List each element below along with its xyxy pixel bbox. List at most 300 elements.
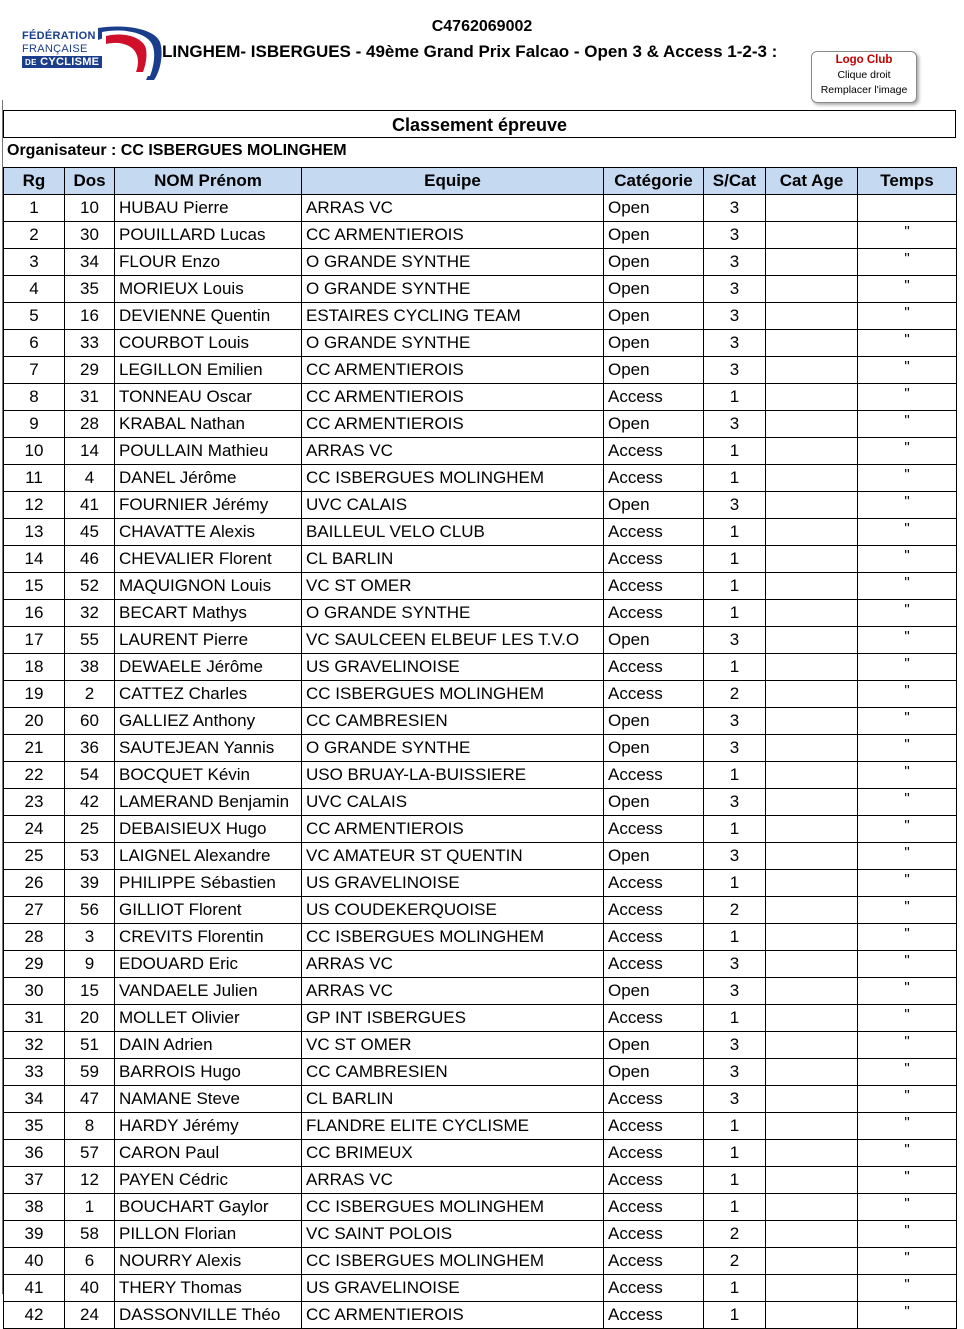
cell-equipe: VC SAINT POLOIS bbox=[302, 1221, 604, 1248]
table-row bbox=[4, 654, 957, 681]
cell-nom: MOLLET Olivier bbox=[115, 1005, 302, 1032]
cell-cat-age bbox=[766, 681, 858, 708]
cell-dos: 47 bbox=[65, 1086, 115, 1113]
table-row bbox=[4, 789, 957, 816]
cell-rg: 37 bbox=[4, 1167, 65, 1194]
cell-rg: 11 bbox=[4, 465, 65, 492]
cell-scat: 3 bbox=[704, 843, 766, 870]
table-row bbox=[4, 708, 957, 735]
cell-cat-age bbox=[766, 1005, 858, 1032]
cell-nom: PILLON Florian bbox=[115, 1221, 302, 1248]
cell-scat: 1 bbox=[704, 924, 766, 951]
cell-temps: " bbox=[858, 978, 957, 1005]
cell-cat-age bbox=[766, 1221, 858, 1248]
cell-scat: 1 bbox=[704, 870, 766, 897]
cell-temps: " bbox=[858, 600, 957, 627]
cell-dos: 20 bbox=[65, 1005, 115, 1032]
cell-equipe: CC ISBERGUES MOLINGHEM bbox=[302, 681, 604, 708]
cell-temps: " bbox=[858, 546, 957, 573]
ffc-logo-line-1: FÉDÉRATION bbox=[22, 30, 96, 42]
cell-temps: " bbox=[858, 897, 957, 924]
col-header-equipe: Equipe bbox=[302, 168, 604, 195]
cell-nom: LAURENT Pierre bbox=[115, 627, 302, 654]
cell-nom: LAMERAND Benjamin bbox=[115, 789, 302, 816]
cell-nom: SAUTEJEAN Yannis bbox=[115, 735, 302, 762]
cell-temps: " bbox=[858, 1275, 957, 1302]
cell-rg: 34 bbox=[4, 1086, 65, 1113]
cell-scat: 1 bbox=[704, 1302, 766, 1329]
cell-scat: 3 bbox=[704, 492, 766, 519]
cell-equipe: CC ISBERGUES MOLINGHEM bbox=[302, 1194, 604, 1221]
cell-rg: 23 bbox=[4, 789, 65, 816]
cell-equipe: US GRAVELINOISE bbox=[302, 870, 604, 897]
table-row bbox=[4, 1140, 957, 1167]
table-row bbox=[4, 1248, 957, 1275]
cell-cat-age bbox=[766, 816, 858, 843]
cell-scat: 1 bbox=[704, 600, 766, 627]
cell-categorie: Open bbox=[604, 303, 704, 330]
cell-nom: CARON Paul bbox=[115, 1140, 302, 1167]
cell-temps: " bbox=[858, 627, 957, 654]
cell-dos: 40 bbox=[65, 1275, 115, 1302]
cell-rg: 27 bbox=[4, 897, 65, 924]
cell-rg: 38 bbox=[4, 1194, 65, 1221]
cell-temps: " bbox=[858, 1005, 957, 1032]
cell-temps: " bbox=[858, 465, 957, 492]
table-row bbox=[4, 573, 957, 600]
cell-cat-age bbox=[766, 249, 858, 276]
cell-equipe: CC ISBERGUES MOLINGHEM bbox=[302, 1248, 604, 1275]
cell-nom: CATTEZ Charles bbox=[115, 681, 302, 708]
cell-cat-age bbox=[766, 924, 858, 951]
cell-temps: " bbox=[858, 411, 957, 438]
cell-equipe: CC ARMENTIEROIS bbox=[302, 357, 604, 384]
cell-rg: 17 bbox=[4, 627, 65, 654]
ffc-logo-line-3 bbox=[22, 56, 102, 68]
cell-nom: BOCQUET Kévin bbox=[115, 762, 302, 789]
cell-rg: 32 bbox=[4, 1032, 65, 1059]
cell-categorie: Access bbox=[604, 1221, 704, 1248]
cell-categorie: Open bbox=[604, 789, 704, 816]
cell-rg: 2 bbox=[4, 222, 65, 249]
organiser: Organisateur : CC ISBERGUES MOLINGHEM bbox=[7, 142, 347, 159]
cell-rg: 9 bbox=[4, 411, 65, 438]
table-row bbox=[4, 978, 957, 1005]
cell-nom: PHILIPPE Sébastien bbox=[115, 870, 302, 897]
cell-cat-age bbox=[766, 1113, 858, 1140]
cell-scat: 1 bbox=[704, 816, 766, 843]
cell-categorie: Open bbox=[604, 249, 704, 276]
cell-dos: 52 bbox=[65, 573, 115, 600]
cell-equipe: US GRAVELINOISE bbox=[302, 654, 604, 681]
cell-temps: " bbox=[858, 735, 957, 762]
cell-scat: 1 bbox=[704, 573, 766, 600]
cell-categorie: Access bbox=[604, 1140, 704, 1167]
cell-scat: 3 bbox=[704, 627, 766, 654]
cell-dos: 30 bbox=[65, 222, 115, 249]
table-row bbox=[4, 600, 957, 627]
cell-rg: 42 bbox=[4, 1302, 65, 1329]
cell-categorie: Access bbox=[604, 1167, 704, 1194]
race-code: C4762069002 bbox=[431, 18, 533, 35]
cell-equipe: UVC CALAIS bbox=[302, 789, 604, 816]
ffc-logo-word: CYCLISME bbox=[40, 56, 100, 68]
race-title: LINGHEM- ISBERGUES - 49ème Grand Prix Falcao - Open 3 & Access 1-2-3 : bbox=[162, 42, 778, 61]
cell-dos: 14 bbox=[65, 438, 115, 465]
cell-dos: 45 bbox=[65, 519, 115, 546]
cell-nom: TONNEAU Oscar bbox=[115, 384, 302, 411]
cell-dos: 6 bbox=[65, 1248, 115, 1275]
cell-dos: 41 bbox=[65, 492, 115, 519]
col-header-cat-age: Cat Age bbox=[766, 168, 858, 195]
cell-cat-age bbox=[766, 789, 858, 816]
cell-dos: 24 bbox=[65, 1302, 115, 1329]
cell-scat: 3 bbox=[704, 222, 766, 249]
cell-dos: 46 bbox=[65, 546, 115, 573]
cell-temps: " bbox=[858, 816, 957, 843]
table-row bbox=[4, 924, 957, 951]
cell-rg: 12 bbox=[4, 492, 65, 519]
cell-rg: 21 bbox=[4, 735, 65, 762]
cell-equipe: CL BARLIN bbox=[302, 546, 604, 573]
cell-scat: 2 bbox=[704, 1221, 766, 1248]
cell-scat: 3 bbox=[704, 951, 766, 978]
cell-rg: 6 bbox=[4, 330, 65, 357]
table-row bbox=[4, 519, 957, 546]
cell-cat-age bbox=[766, 951, 858, 978]
cell-categorie: Access bbox=[604, 600, 704, 627]
cell-dos: 42 bbox=[65, 789, 115, 816]
cell-temps: " bbox=[858, 681, 957, 708]
cell-rg: 24 bbox=[4, 816, 65, 843]
cell-nom: VANDAELE Julien bbox=[115, 978, 302, 1005]
table-row bbox=[4, 951, 957, 978]
cell-nom: EDOUARD Eric bbox=[115, 951, 302, 978]
col-header-rg: Rg bbox=[4, 168, 65, 195]
cell-dos: 8 bbox=[65, 1113, 115, 1140]
cell-categorie: Open bbox=[604, 357, 704, 384]
cell-rg: 8 bbox=[4, 384, 65, 411]
cell-equipe: O GRANDE SYNTHE bbox=[302, 249, 604, 276]
cell-categorie: Access bbox=[604, 654, 704, 681]
cell-nom: CHEVALIER Florent bbox=[115, 546, 302, 573]
cell-cat-age bbox=[766, 492, 858, 519]
table-row bbox=[4, 762, 957, 789]
table-row bbox=[4, 1194, 957, 1221]
cell-temps: " bbox=[858, 1059, 957, 1086]
cell-cat-age bbox=[766, 1059, 858, 1086]
cell-scat: 3 bbox=[704, 303, 766, 330]
cell-rg: 25 bbox=[4, 843, 65, 870]
cell-rg: 26 bbox=[4, 870, 65, 897]
cell-rg: 16 bbox=[4, 600, 65, 627]
cell-equipe: CC BRIMEUX bbox=[302, 1140, 604, 1167]
cell-equipe: ARRAS VC bbox=[302, 978, 604, 1005]
cell-scat: 3 bbox=[704, 978, 766, 1005]
cell-equipe: ESTAIRES CYCLING TEAM bbox=[302, 303, 604, 330]
cell-dos: 51 bbox=[65, 1032, 115, 1059]
cell-rg: 36 bbox=[4, 1140, 65, 1167]
cell-cat-age bbox=[766, 411, 858, 438]
cell-nom: THERY Thomas bbox=[115, 1275, 302, 1302]
cell-temps: " bbox=[858, 951, 957, 978]
cell-categorie: Access bbox=[604, 1005, 704, 1032]
cell-categorie: Access bbox=[604, 1113, 704, 1140]
cell-dos: 59 bbox=[65, 1059, 115, 1086]
cell-nom: DEVIENNE Quentin bbox=[115, 303, 302, 330]
cell-nom: DAIN Adrien bbox=[115, 1032, 302, 1059]
cell-rg: 29 bbox=[4, 951, 65, 978]
cell-temps: " bbox=[858, 519, 957, 546]
cell-scat: 3 bbox=[704, 735, 766, 762]
table-row bbox=[4, 870, 957, 897]
cell-temps: " bbox=[858, 654, 957, 681]
cell-dos: 25 bbox=[65, 816, 115, 843]
cell-rg: 15 bbox=[4, 573, 65, 600]
cell-temps: " bbox=[858, 762, 957, 789]
table-row bbox=[4, 384, 957, 411]
cell-nom: GILLIOT Florent bbox=[115, 897, 302, 924]
cell-equipe: ARRAS VC bbox=[302, 1167, 604, 1194]
cell-temps: " bbox=[858, 1221, 957, 1248]
cell-scat: 3 bbox=[704, 708, 766, 735]
table-body bbox=[4, 195, 957, 1329]
cell-equipe: CC ISBERGUES MOLINGHEM bbox=[302, 465, 604, 492]
cell-temps: " bbox=[858, 384, 957, 411]
table-row bbox=[4, 249, 957, 276]
cell-nom: DASSONVILLE Théo bbox=[115, 1302, 302, 1329]
table-row bbox=[4, 465, 957, 492]
cell-rg: 14 bbox=[4, 546, 65, 573]
cell-categorie: Access bbox=[604, 1086, 704, 1113]
cell-dos: 29 bbox=[65, 357, 115, 384]
cell-categorie: Open bbox=[604, 735, 704, 762]
cell-dos: 55 bbox=[65, 627, 115, 654]
cell-categorie: Access bbox=[604, 546, 704, 573]
cell-equipe: O GRANDE SYNTHE bbox=[302, 330, 604, 357]
cell-nom: FLOUR Enzo bbox=[115, 249, 302, 276]
cell-categorie: Open bbox=[604, 1032, 704, 1059]
table-row bbox=[4, 816, 957, 843]
cell-nom: DEBAISIEUX Hugo bbox=[115, 816, 302, 843]
cell-nom: LEGILLON Emilien bbox=[115, 357, 302, 384]
cell-nom: BARROIS Hugo bbox=[115, 1059, 302, 1086]
cell-scat: 2 bbox=[704, 681, 766, 708]
table-row bbox=[4, 222, 957, 249]
cell-dos: 1 bbox=[65, 1194, 115, 1221]
cell-cat-age bbox=[766, 465, 858, 492]
cell-cat-age bbox=[766, 1086, 858, 1113]
cell-nom: FOURNIER Jérémy bbox=[115, 492, 302, 519]
cell-nom: NOURRY Alexis bbox=[115, 1248, 302, 1275]
table-row bbox=[4, 330, 957, 357]
cell-temps: " bbox=[858, 1086, 957, 1113]
cell-equipe: O GRANDE SYNTHE bbox=[302, 600, 604, 627]
cell-scat: 1 bbox=[704, 1275, 766, 1302]
cell-dos: 3 bbox=[65, 924, 115, 951]
cell-equipe: VC AMATEUR ST QUENTIN bbox=[302, 843, 604, 870]
cell-scat: 3 bbox=[704, 1059, 766, 1086]
cell-rg: 18 bbox=[4, 654, 65, 681]
cell-temps: " bbox=[858, 1032, 957, 1059]
cell-dos: 56 bbox=[65, 897, 115, 924]
col-header-nom: NOM Prénom bbox=[115, 168, 302, 195]
cell-nom: PAYEN Cédric bbox=[115, 1167, 302, 1194]
cell-equipe: CC ARMENTIEROIS bbox=[302, 816, 604, 843]
cell-dos: 38 bbox=[65, 654, 115, 681]
cell-temps: " bbox=[858, 438, 957, 465]
cell-equipe: GP INT ISBERGUES bbox=[302, 1005, 604, 1032]
cell-categorie: Open bbox=[604, 222, 704, 249]
cell-cat-age bbox=[766, 384, 858, 411]
table-row bbox=[4, 1302, 957, 1329]
cell-cat-age bbox=[766, 1302, 858, 1329]
cell-dos: 12 bbox=[65, 1167, 115, 1194]
cell-equipe: CC CAMBRESIEN bbox=[302, 1059, 604, 1086]
cell-cat-age bbox=[766, 708, 858, 735]
cell-categorie: Access bbox=[604, 465, 704, 492]
cell-rg: 40 bbox=[4, 1248, 65, 1275]
cell-equipe: CC ARMENTIEROIS bbox=[302, 411, 604, 438]
ffc-logo-prefix: DE bbox=[25, 58, 37, 67]
cell-equipe: CL BARLIN bbox=[302, 1086, 604, 1113]
cell-rg: 22 bbox=[4, 762, 65, 789]
cell-categorie: Access bbox=[604, 1248, 704, 1275]
cell-cat-age bbox=[766, 546, 858, 573]
cell-categorie: Open bbox=[604, 411, 704, 438]
cell-cat-age bbox=[766, 600, 858, 627]
table-row bbox=[4, 1275, 957, 1302]
cell-cat-age bbox=[766, 762, 858, 789]
cell-categorie: Access bbox=[604, 816, 704, 843]
cell-categorie: Access bbox=[604, 1194, 704, 1221]
cell-cat-age bbox=[766, 1248, 858, 1275]
table-row bbox=[4, 1221, 957, 1248]
cell-equipe: ARRAS VC bbox=[302, 438, 604, 465]
cell-scat: 3 bbox=[704, 1086, 766, 1113]
cell-equipe: ARRAS VC bbox=[302, 195, 604, 222]
cell-categorie: Access bbox=[604, 519, 704, 546]
cell-scat: 1 bbox=[704, 1005, 766, 1032]
cell-temps: " bbox=[858, 1248, 957, 1275]
cell-rg: 4 bbox=[4, 276, 65, 303]
cell-scat: 1 bbox=[704, 546, 766, 573]
cell-scat: 3 bbox=[704, 276, 766, 303]
cell-equipe: VC ST OMER bbox=[302, 1032, 604, 1059]
cell-nom: BOUCHART Gaylor bbox=[115, 1194, 302, 1221]
cell-categorie: Open bbox=[604, 843, 704, 870]
cell-categorie: Access bbox=[604, 573, 704, 600]
results-table bbox=[3, 167, 957, 1329]
cell-equipe: O GRANDE SYNTHE bbox=[302, 735, 604, 762]
cell-nom: NAMANE Steve bbox=[115, 1086, 302, 1113]
cell-nom: GALLIEZ Anthony bbox=[115, 708, 302, 735]
cell-scat: 2 bbox=[704, 897, 766, 924]
cell-dos: 58 bbox=[65, 1221, 115, 1248]
cell-cat-age bbox=[766, 843, 858, 870]
table-row bbox=[4, 357, 957, 384]
cell-cat-age bbox=[766, 276, 858, 303]
cell-scat: 1 bbox=[704, 519, 766, 546]
cell-rg: 1 bbox=[4, 195, 65, 222]
cell-temps: " bbox=[858, 330, 957, 357]
table-row bbox=[4, 1167, 957, 1194]
cell-categorie: Access bbox=[604, 924, 704, 951]
cell-rg: 39 bbox=[4, 1221, 65, 1248]
cell-cat-age bbox=[766, 1167, 858, 1194]
cell-categorie: Open bbox=[604, 708, 704, 735]
cell-dos: 31 bbox=[65, 384, 115, 411]
cell-categorie: Access bbox=[604, 870, 704, 897]
cell-dos: 16 bbox=[65, 303, 115, 330]
cell-cat-age bbox=[766, 654, 858, 681]
cell-dos: 33 bbox=[65, 330, 115, 357]
cell-dos: 32 bbox=[65, 600, 115, 627]
cell-scat: 3 bbox=[704, 357, 766, 384]
cell-dos: 2 bbox=[65, 681, 115, 708]
logo-club-placeholder[interactable] bbox=[811, 51, 917, 103]
section-title: Classement épreuve bbox=[3, 110, 956, 138]
cell-equipe: CC ARMENTIEROIS bbox=[302, 1302, 604, 1329]
table-row bbox=[4, 411, 957, 438]
cell-dos: 54 bbox=[65, 762, 115, 789]
cell-cat-age bbox=[766, 1032, 858, 1059]
cell-cat-age bbox=[766, 1194, 858, 1221]
cell-rg: 31 bbox=[4, 1005, 65, 1032]
cell-cat-age bbox=[766, 519, 858, 546]
cell-rg: 13 bbox=[4, 519, 65, 546]
cell-rg: 19 bbox=[4, 681, 65, 708]
cell-nom: COURBOT Louis bbox=[115, 330, 302, 357]
cell-temps: " bbox=[858, 573, 957, 600]
table-row bbox=[4, 1113, 957, 1140]
cell-rg: 28 bbox=[4, 924, 65, 951]
cell-cat-age bbox=[766, 330, 858, 357]
cell-temps: " bbox=[858, 1113, 957, 1140]
cell-rg: 41 bbox=[4, 1275, 65, 1302]
cell-temps: " bbox=[858, 789, 957, 816]
cell-cat-age bbox=[766, 303, 858, 330]
cell-scat: 1 bbox=[704, 654, 766, 681]
cell-cat-age bbox=[766, 357, 858, 384]
cell-temps: " bbox=[858, 222, 957, 249]
cell-temps bbox=[858, 195, 957, 222]
cell-rg: 3 bbox=[4, 249, 65, 276]
cell-temps: " bbox=[858, 1167, 957, 1194]
cell-cat-age bbox=[766, 735, 858, 762]
cell-dos: 57 bbox=[65, 1140, 115, 1167]
logo-club-label: Logo Club bbox=[835, 54, 893, 66]
cell-dos: 36 bbox=[65, 735, 115, 762]
cell-nom: LAIGNEL Alexandre bbox=[115, 843, 302, 870]
cell-scat: 1 bbox=[704, 762, 766, 789]
cell-equipe: CC ARMENTIEROIS bbox=[302, 222, 604, 249]
cell-rg: 10 bbox=[4, 438, 65, 465]
cell-scat: 1 bbox=[704, 1113, 766, 1140]
table-row bbox=[4, 1032, 957, 1059]
cell-temps: " bbox=[858, 924, 957, 951]
cell-cat-age bbox=[766, 627, 858, 654]
cell-nom: DANEL Jérôme bbox=[115, 465, 302, 492]
cell-nom: DEWAELE Jérôme bbox=[115, 654, 302, 681]
cell-categorie: Access bbox=[604, 762, 704, 789]
cell-categorie: Access bbox=[604, 384, 704, 411]
cell-rg: 33 bbox=[4, 1059, 65, 1086]
cell-scat: 1 bbox=[704, 384, 766, 411]
cell-temps: " bbox=[858, 1302, 957, 1329]
table-row bbox=[4, 1005, 957, 1032]
table-row bbox=[4, 897, 957, 924]
